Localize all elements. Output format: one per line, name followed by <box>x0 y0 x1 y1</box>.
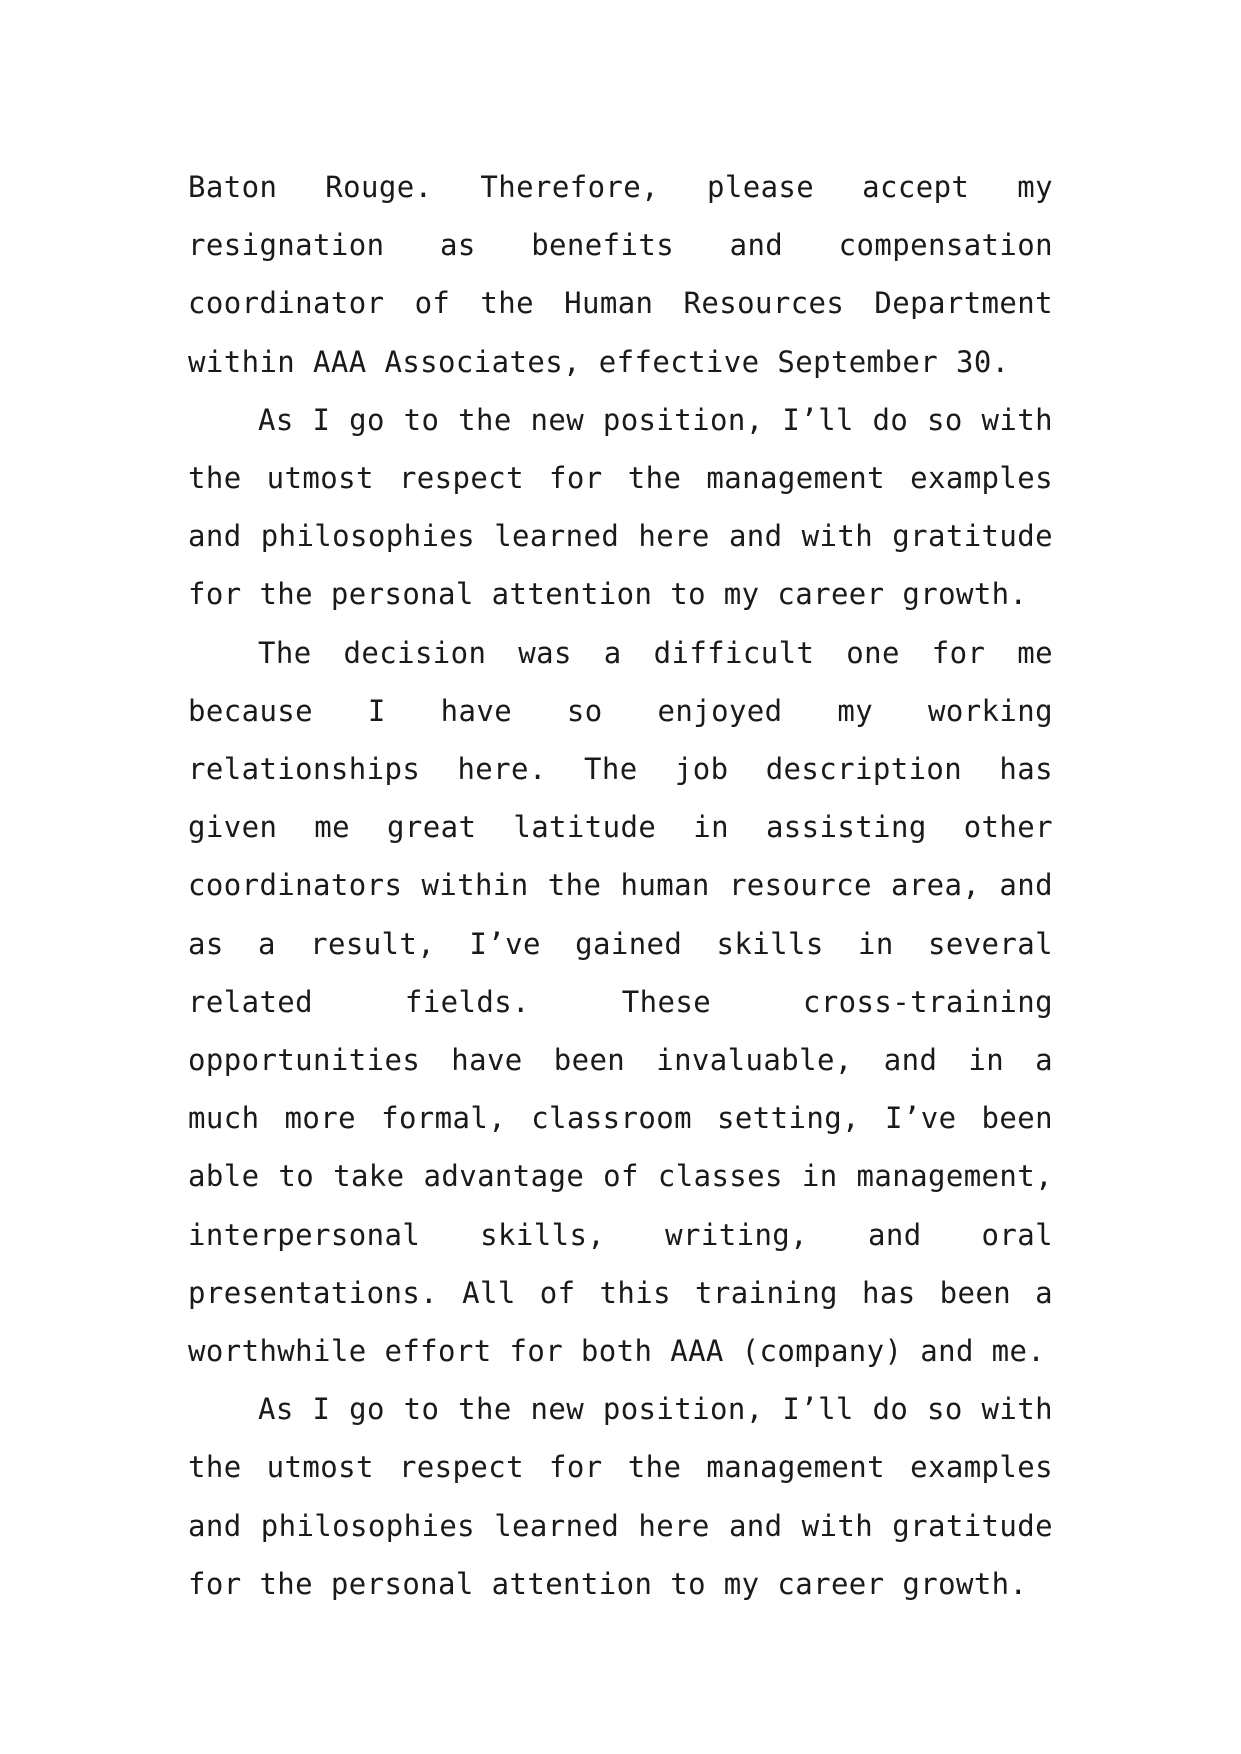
paragraph-respect-repeat: As I go to the new position, I’ll do so with the utmost respect for the management examples and philosophies learned here and with gratitude for the personal attention to my career growth. <box>188 1392 1053 1601</box>
paragraph-continuation: Baton Rouge. Therefore, please accept my resignation as benefits and compensation coordinator of the Human Resources Department within AAA Associates, effective September 30. <box>188 170 1053 379</box>
letter-body <box>188 158 1053 1613</box>
paragraph-respect: As I go to the new position, I’ll do so with the utmost respect for the management examples and philosophies learned here and with gratitude for the personal attention to my career growth. <box>188 402 1053 612</box>
paragraph-decision: The decision was a difficult one for me because I have so enjoyed my working relationships here. The job description has given me great latitude in assisting other coordinators within the human resource area, and as a result, I’ve gained skills in several related fields. These cross-training opportunities have been invaluable, and in a much more formal, classroom setting, I’ve been able to take advantage of classes in management, interpersonal skills, writing, and oral presentations. All of this training has been a worthwhile effort for both AAA (company) and me. <box>188 635 1053 1369</box>
